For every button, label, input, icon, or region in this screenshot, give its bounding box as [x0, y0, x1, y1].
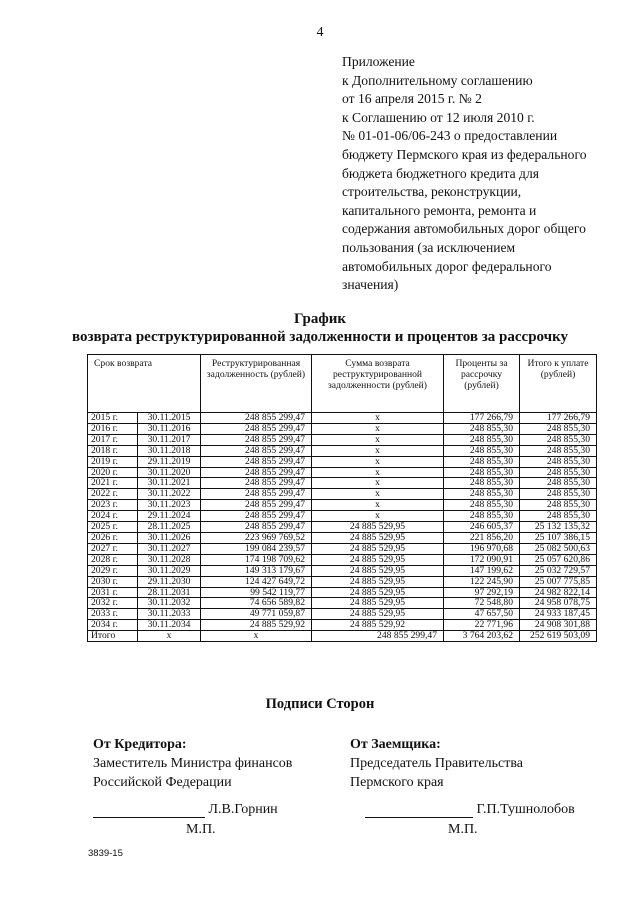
table-row: [88, 598, 597, 609]
cell-debt: 248 855 299,47: [201, 500, 312, 511]
cell-total: 24 933 187,45: [520, 609, 597, 620]
cell-year: 2017 г.: [88, 434, 138, 445]
cell-debt: 248 855 299,47: [201, 434, 312, 445]
cell-repay: х: [312, 423, 444, 434]
cell-repay: 24 885 529,95: [312, 543, 444, 554]
creditor-stamp-mark: М.П.: [186, 822, 216, 837]
cell-year: 2034 г.: [88, 620, 138, 631]
appendix-line: капитального ремонта, ремонта и: [342, 202, 537, 218]
cell-date: 28.11.2025: [138, 522, 201, 533]
table-row: [88, 576, 597, 587]
cell-repay: х: [312, 456, 444, 467]
table-row: [88, 522, 597, 533]
table-row: [88, 565, 597, 576]
cell-repay: х: [312, 467, 444, 478]
cell-repay: х: [312, 500, 444, 511]
cell-repay: 24 885 529,95: [312, 522, 444, 533]
cell-repay: х: [312, 413, 444, 424]
cell-repay: х: [312, 434, 444, 445]
appendix-line: Приложение: [342, 54, 415, 69]
cell-date: 30.11.2022: [138, 489, 201, 500]
cell-total: 248 855,30: [520, 500, 597, 511]
table-row: [88, 478, 597, 489]
appendix-line: строительства, реконструкции,: [342, 184, 522, 200]
cell-date: 29.11.2019: [138, 456, 201, 467]
cell-interest: 221 856,20: [444, 532, 520, 543]
cell-date: 30.11.2034: [138, 620, 201, 631]
appendix-line: бюджета бюджетного кредита для: [342, 165, 540, 181]
cell-repay: 24 885 529,95: [312, 532, 444, 543]
cell-repay: х: [312, 511, 444, 522]
cell-year: 2029 г.: [88, 565, 138, 576]
table-row: [88, 445, 597, 456]
cell-interest: 248 855,30: [444, 423, 520, 434]
cell-date: 30.11.2023: [138, 500, 201, 511]
cell-date: 30.11.2015: [138, 413, 201, 424]
cell-repay: 24 885 529,95: [312, 576, 444, 587]
cell-repay: 248 855 299,47: [312, 631, 444, 642]
signature-blank: [93, 803, 205, 818]
cell-date: 30.11.2016: [138, 423, 201, 434]
cell-date: 30.11.2017: [138, 434, 201, 445]
cell-debt: 248 855 299,47: [201, 413, 312, 424]
cell-interest: 248 855,30: [444, 489, 520, 500]
creditor-heading: От Кредитора:: [93, 737, 187, 752]
cell-total-label: Итого: [88, 631, 138, 642]
cell-year: 2024 г.: [88, 511, 138, 522]
cell-debt: 248 855 299,47: [201, 423, 312, 434]
cell-interest: 248 855,30: [444, 478, 520, 489]
table-row: [88, 423, 597, 434]
cell-debt: 174 198 709,62: [201, 554, 312, 565]
cell-interest: 248 855,30: [444, 467, 520, 478]
cell-year: 2023 г.: [88, 500, 138, 511]
cell-interest: 3 764 203,62: [444, 631, 520, 642]
cell-debt: 49 771 059,87: [201, 609, 312, 620]
table-row: [88, 609, 597, 620]
borrower-heading: От Заемщика:: [350, 737, 441, 752]
cell-total: 25 107 386,15: [520, 532, 597, 543]
appendix-line: значения): [342, 277, 399, 293]
cell-interest: 248 855,30: [444, 500, 520, 511]
cell-total: 252 619 503,09: [520, 631, 597, 642]
page-number: 4: [316, 25, 324, 40]
creditor-name: Л.В.Горнин: [208, 802, 278, 817]
repayment-schedule-table: [87, 354, 597, 642]
borrower-block: [350, 735, 523, 792]
header-repay: Сумма возврата реструктурированной задолженности (рублей): [312, 355, 444, 413]
appendix-line: от 16 апреля 2015 г. № 2: [342, 91, 482, 107]
appendix-line: № 01-01-06/06-243 о предоставлении: [342, 128, 558, 144]
cell-total: 248 855,30: [520, 423, 597, 434]
borrower-signature-line: [365, 802, 575, 818]
signatures-title: Подписи Сторон: [265, 696, 375, 712]
cell-interest: 248 855,30: [444, 511, 520, 522]
cell-year: 2028 г.: [88, 554, 138, 565]
cell-total: 24 958 078,75: [520, 598, 597, 609]
cell-total: 25 057 620,86: [520, 554, 597, 565]
cell-date: 28.11.2031: [138, 587, 201, 598]
table-row: [88, 456, 597, 467]
cell-date: 30.11.2033: [138, 609, 201, 620]
appendix-note: [342, 53, 632, 295]
cell-repay: 24 885 529,95: [312, 587, 444, 598]
cell-date: 30.11.2026: [138, 532, 201, 543]
cell-date: 30.11.2028: [138, 554, 201, 565]
cell-debt: 124 427 649,72: [201, 576, 312, 587]
schedule-title: [0, 310, 640, 346]
cell-year: 2018 г.: [88, 445, 138, 456]
cell-total: 24 982 822,14: [520, 587, 597, 598]
cell-repay: 24 885 529,95: [312, 565, 444, 576]
document-code: 3839-15: [88, 848, 123, 859]
cell-repay: х: [312, 478, 444, 489]
cell-debt: 248 855 299,47: [201, 511, 312, 522]
cell-date: 30.11.2032: [138, 598, 201, 609]
cell-total: 25 032 729,57: [520, 565, 597, 576]
cell-debt: 74 656 589,82: [201, 598, 312, 609]
cell-repay: х: [312, 489, 444, 500]
cell-interest: 248 855,30: [444, 445, 520, 456]
creditor-block: [93, 735, 292, 792]
appendix-line: к Дополнительному соглашению: [342, 72, 533, 88]
cell-year: 2031 г.: [88, 587, 138, 598]
borrower-position-line2: Пермского края: [350, 775, 444, 790]
cell-debt: 248 855 299,47: [201, 445, 312, 456]
table-row: [88, 413, 597, 424]
cell-debt: 248 855 299,47: [201, 489, 312, 500]
cell-year: 2015 г.: [88, 413, 138, 424]
cell-total: 248 855,30: [520, 467, 597, 478]
appendix-line: к Соглашению от 12 июля 2010 г.: [342, 109, 535, 125]
cell-debt: 248 855 299,47: [201, 478, 312, 489]
cell-year: 2030 г.: [88, 576, 138, 587]
cell-year: 2025 г.: [88, 522, 138, 533]
schedule-title-line1: График: [293, 311, 347, 327]
cell-date: х: [138, 631, 201, 642]
cell-year: 2022 г.: [88, 489, 138, 500]
cell-debt: 24 885 529,92: [201, 620, 312, 631]
table-row: [88, 587, 597, 598]
cell-debt: 248 855 299,47: [201, 467, 312, 478]
appendix-line: содержания автомобильных дорог общего: [342, 221, 586, 237]
borrower-position-line1: Председатель Правительства: [350, 756, 523, 771]
creditor-position-line1: Заместитель Министра финансов: [93, 756, 293, 771]
cell-total: 248 855,30: [520, 445, 597, 456]
borrower-name: Г.П.Тушнолобов: [476, 802, 575, 817]
cell-total: 248 855,30: [520, 489, 597, 500]
cell-year: 2019 г.: [88, 456, 138, 467]
cell-interest: 72 548,80: [444, 598, 520, 609]
signature-blank: [365, 803, 473, 818]
header-debt: Реструктурированная задолженность (рублей): [201, 355, 312, 413]
table-row: [88, 489, 597, 500]
table-header-row: [88, 355, 597, 413]
table-row: [88, 511, 597, 522]
appendix-line: бюджету Пермского края из федерального: [342, 146, 587, 162]
table-row: [88, 532, 597, 543]
cell-total: 248 855,30: [520, 511, 597, 522]
header-term: Срок возврата: [88, 355, 201, 413]
table-total-row: [88, 631, 597, 642]
cell-interest: 22 771,96: [444, 620, 520, 631]
cell-repay: х: [312, 445, 444, 456]
cell-debt: 149 313 179,67: [201, 565, 312, 576]
cell-interest: 97 292,19: [444, 587, 520, 598]
cell-date: 30.11.2029: [138, 565, 201, 576]
header-interest: Проценты за рассрочку (рублей): [444, 355, 520, 413]
table-row: [88, 500, 597, 511]
table-row: [88, 554, 597, 565]
schedule-title-line2: возврата реструктурированной задолженности и процентов за рассрочку: [71, 329, 569, 345]
cell-debt: 248 855 299,47: [201, 456, 312, 467]
cell-date: 30.11.2027: [138, 543, 201, 554]
cell-year: 2026 г.: [88, 532, 138, 543]
cell-repay: 24 885 529,95: [312, 598, 444, 609]
creditor-position-line2: Российской Федерации: [93, 775, 232, 790]
cell-interest: 246 605,37: [444, 522, 520, 533]
cell-interest: 177 266,79: [444, 413, 520, 424]
cell-total: 25 082 500,63: [520, 543, 597, 554]
cell-date: 29.11.2030: [138, 576, 201, 587]
cell-repay: 24 885 529,92: [312, 620, 444, 631]
cell-total: 248 855,30: [520, 456, 597, 467]
cell-total: 177 266,79: [520, 413, 597, 424]
cell-interest: 248 855,30: [444, 434, 520, 445]
creditor-signature-line: [93, 802, 278, 818]
cell-date: 29.11.2024: [138, 511, 201, 522]
cell-total: 25 132 135,32: [520, 522, 597, 533]
cell-year: 2021 г.: [88, 478, 138, 489]
cell-interest: 122 245,90: [444, 576, 520, 587]
cell-date: 30.11.2018: [138, 445, 201, 456]
cell-debt: 248 855 299,47: [201, 522, 312, 533]
cell-year: 2016 г.: [88, 423, 138, 434]
cell-interest: 248 855,30: [444, 456, 520, 467]
cell-year: 2027 г.: [88, 543, 138, 554]
cell-interest: 47 657,50: [444, 609, 520, 620]
cell-repay: 24 885 529,95: [312, 609, 444, 620]
cell-total: 25 007 775,85: [520, 576, 597, 587]
header-total: Итого к уплате (рублей): [520, 355, 597, 413]
cell-year: 2020 г.: [88, 467, 138, 478]
cell-interest: 196 970,68: [444, 543, 520, 554]
cell-total: 24 908 301,88: [520, 620, 597, 631]
cell-date: 30.11.2021: [138, 478, 201, 489]
cell-debt: 223 969 769,52: [201, 532, 312, 543]
cell-year: 2032 г.: [88, 598, 138, 609]
cell-total: 248 855,30: [520, 434, 597, 445]
table-row: [88, 620, 597, 631]
table-row: [88, 467, 597, 478]
table-row: [88, 543, 597, 554]
cell-total: 248 855,30: [520, 478, 597, 489]
table-row: [88, 434, 597, 445]
appendix-line: пользования (за исключением: [342, 239, 516, 255]
borrower-stamp-mark: М.П.: [448, 822, 478, 837]
cell-interest: 172 090,91: [444, 554, 520, 565]
cell-repay: 24 885 529,95: [312, 554, 444, 565]
cell-year: 2033 г.: [88, 609, 138, 620]
cell-interest: 147 199,62: [444, 565, 520, 576]
cell-debt: х: [201, 631, 312, 642]
cell-date: 30.11.2020: [138, 467, 201, 478]
appendix-line: автомобильных дорог федерального: [342, 258, 552, 274]
cell-debt: 99 542 119,77: [201, 587, 312, 598]
cell-debt: 199 084 239,57: [201, 543, 312, 554]
